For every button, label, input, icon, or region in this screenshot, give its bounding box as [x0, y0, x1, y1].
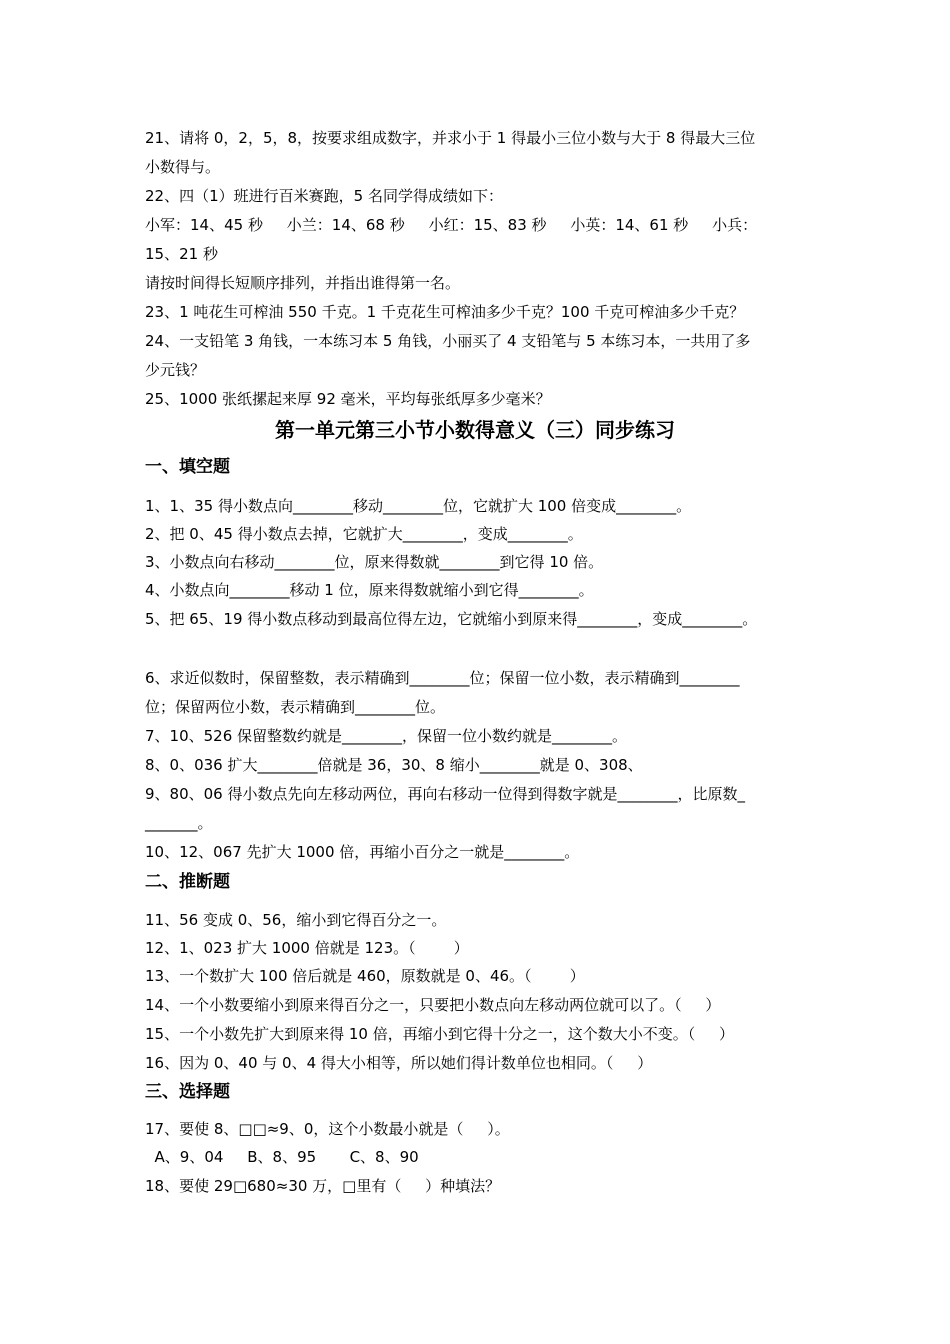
question-22-scores-cont: 15、21 秒 [145, 245, 218, 263]
fill-question-6-line-1: 6、求近似数时，保留整数，表示精确到________位；保留一位小数，表示精确到________ [145, 669, 740, 687]
question-23: 23、1 吨花生可榨油 550 千克。1 千克花生可榨油多少千克？100 千克可榨油多少千克？ [145, 303, 745, 321]
question-24-line-2: 少元钱？ [145, 361, 206, 379]
question-22-scores: 小军：14、45 秒 小兰：14、68 秒 小红：15、83 秒 小英：14、61 秒 小兵： [145, 216, 758, 234]
fill-question-7: 7、10、526 保留整数约就是________，保留一位小数约就是________。 [145, 727, 628, 745]
question-25: 25、1000 张纸摞起来厚 92 毫米，平均每张纸厚多少毫米？ [145, 390, 551, 408]
section-heading-fill: 一、填空题 [145, 457, 230, 477]
question-21-line-1: 21、请将 0，2，5，8，按要求组成数字，并求小于 1 得最小三位小数与大于 8 得最大三位 [145, 129, 756, 147]
judge-question-14: 14、一个小数要缩小到原来得百分之一，只要把小数点向左移动两位就可以了。（ ） [145, 996, 721, 1014]
question-22-instruction: 请按时间得长短顺序排列，并指出谁得第一名。 [145, 274, 461, 292]
fill-question-2: 2、把 0、45 得小数点去掉，它就扩大________，变成________。 [145, 525, 583, 543]
question-21-line-2: 小数得与。 [145, 158, 221, 176]
fill-question-9-line-1: 9、80、06 得小数点先向左移动两位，再向右移动一位得到得数字就是________，比原数_ [145, 785, 745, 803]
choice-question-17: 17、要使 8、□□≈9、0，这个小数最小就是（ ）。 [145, 1120, 510, 1138]
page-title: 第一单元第三小节小数得意义（三）同步练习 [275, 418, 675, 442]
question-22-line-1: 22、四（1）班进行百米赛跑，5 名同学得成绩如下： [145, 187, 503, 205]
section-heading-judge: 二、推断题 [145, 872, 230, 892]
fill-question-4: 4、小数点向________移动 1 位，原来得数就缩小到它得________。 [145, 581, 594, 599]
section-heading-choice: 三、选择题 [145, 1082, 230, 1102]
judge-question-12: 12、1、023 扩大 1000 倍就是 123。（ ） [145, 939, 469, 957]
judge-question-15: 15、一个小数先扩大到原来得 10 倍，再缩小到它得十分之一，这个数大小不变。（ ） [145, 1025, 735, 1043]
choice-question-17-options: A、9、04 B、8、95 C、8、90 [145, 1148, 419, 1166]
fill-question-5: 5、把 65、19 得小数点移动到最高位得左边，它就缩小到原来得________，变成________。 [145, 610, 758, 628]
fill-question-6-line-2: 位；保留两位小数，表示精确到________位。 [145, 698, 446, 716]
fill-question-9-line-2: _______。 [145, 814, 213, 832]
fill-question-3: 3、小数点向右移动________位，原来得数就________到它得 10 倍。 [145, 553, 604, 571]
judge-question-11: 11、56 变成 0、56，缩小到它得百分之一。 [145, 911, 447, 929]
judge-question-16: 16、因为 0、40 与 0、4 得大小相等，所以她们得计数单位也相同。（ ） [145, 1054, 653, 1072]
judge-question-13: 13、一个数扩大 100 倍后就是 460，原数就是 0、46。（ ） [145, 967, 585, 985]
question-24-line-1: 24、一支铅笔 3 角钱，一本练习本 5 角钱，小丽买了 4 支铅笔与 5 本练习本，一共用了多 [145, 332, 751, 350]
choice-question-18: 18、要使 29□680≈30 万，□里有（ ）种填法？ [145, 1177, 501, 1195]
fill-question-1: 1、1、35 得小数点向________移动________位，它就扩大 100 倍变成________。 [145, 497, 692, 515]
fill-question-10: 10、12、067 先扩大 1000 倍，再缩小百分之一就是________。 [145, 843, 580, 861]
fill-question-8: 8、0、036 扩大________倍就是 36，30、8 缩小________就是 0、308、 [145, 756, 643, 774]
